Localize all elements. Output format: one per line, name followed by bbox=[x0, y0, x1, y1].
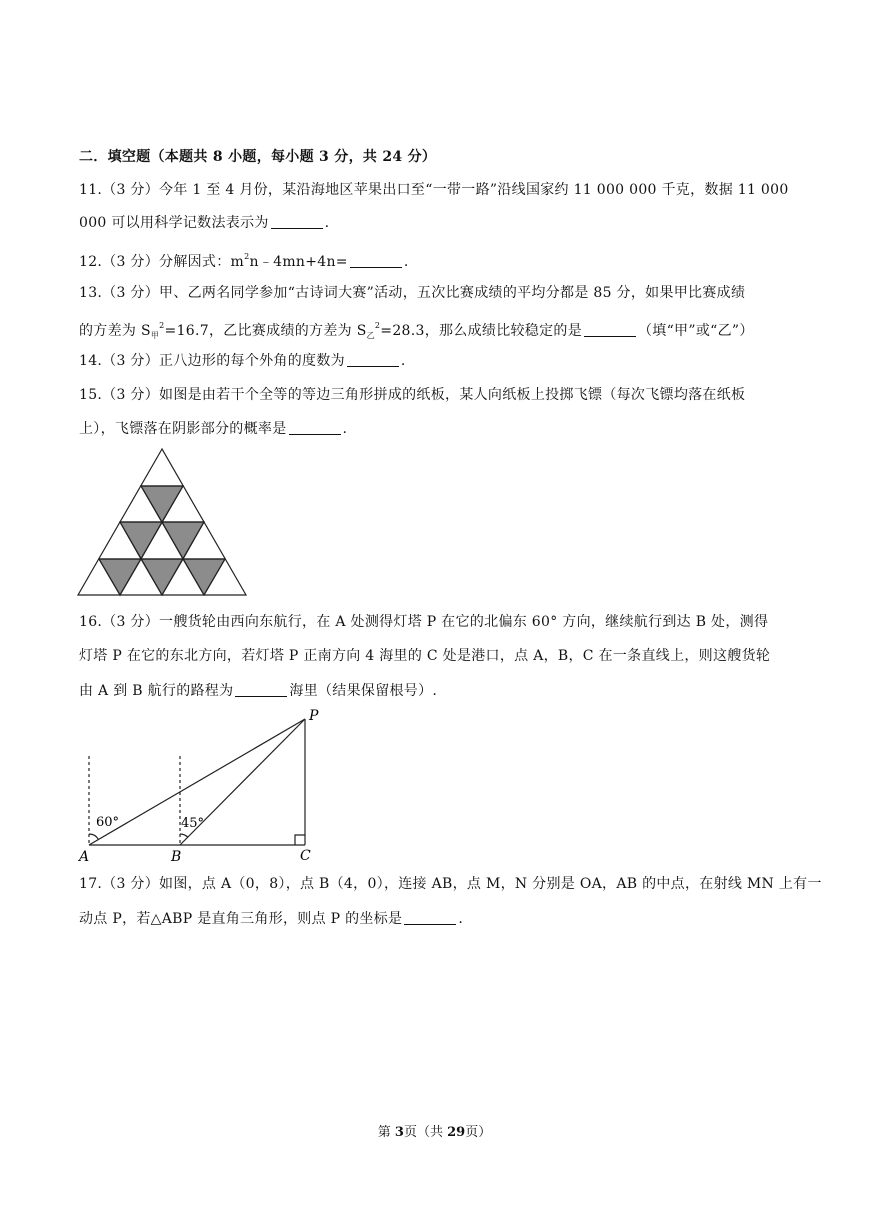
footer-suffix: 页） bbox=[465, 1125, 492, 1140]
section-title: 二．填空题（本题共 8 小题，每小题 3 分，共 24 分） bbox=[79, 149, 437, 165]
angle-B-label: 45° bbox=[181, 816, 205, 831]
q15-line2 bbox=[79, 419, 347, 439]
footer-prefix: 第 bbox=[377, 1125, 395, 1140]
q13-line2 bbox=[79, 316, 754, 346]
q12-sup: 2 bbox=[244, 252, 250, 261]
shaded-triangle bbox=[162, 522, 204, 559]
q15-triangle-figure bbox=[76, 446, 252, 602]
q16-line3 bbox=[79, 681, 437, 701]
q11-period: . bbox=[324, 215, 330, 231]
q12-period: . bbox=[403, 254, 409, 270]
footer-mid: 页（共 bbox=[403, 1125, 448, 1140]
q13-sub-jia: 甲 bbox=[150, 331, 160, 340]
angle-A-label: 60° bbox=[96, 815, 120, 830]
q15-text: 上），飞镖落在阴影部分的概率是 bbox=[79, 421, 287, 437]
q15-period: . bbox=[342, 421, 348, 437]
q17-period: . bbox=[458, 911, 464, 927]
shaded-triangle bbox=[141, 559, 183, 595]
point-A-label: A bbox=[79, 849, 90, 865]
q11-line2 bbox=[79, 213, 329, 233]
q13-part-d: （填“甲”或“乙”） bbox=[638, 323, 754, 339]
q13-sup-1: 2 bbox=[159, 321, 165, 330]
right-angle-mark bbox=[295, 835, 305, 845]
angle-arc-A bbox=[89, 834, 99, 840]
q14-text: 14.（3 分）正八边形的每个外角的度数为 bbox=[79, 353, 345, 369]
q16-navigation-figure bbox=[74, 706, 334, 866]
q11-text: 000 可以用科学记数法表示为 bbox=[79, 215, 269, 231]
point-B-label: B bbox=[171, 849, 182, 865]
shaded-triangle bbox=[120, 522, 162, 559]
footer-total-pages: 29 bbox=[447, 1125, 466, 1140]
q17-text: 动点 P，若△ABP 是直角三角形，则点 P 的坐标是 bbox=[79, 911, 403, 927]
q14-period: . bbox=[400, 353, 406, 369]
q13-line1: 13.（3 分）甲、乙两名同学参加“古诗词大赛”活动，五次比赛成绩的平均分都是 85 分，如果甲比赛成绩 bbox=[79, 285, 746, 301]
q17-line1: 17.（3 分）如图，点 A（0，8），点 B（4，0），连接 AB，点 M，N 分别是 OA，AB 的中点，在射线 MN 上有一 bbox=[79, 876, 822, 892]
q17-answer-blank[interactable] bbox=[404, 910, 456, 925]
shaded-triangle bbox=[183, 559, 225, 595]
q16-answer-blank[interactable] bbox=[235, 682, 287, 697]
point-P-label: P bbox=[309, 708, 319, 724]
q16-text: 由 A 到 B 航行的路程为 bbox=[79, 683, 234, 699]
q12-mid: n﹣4mn+4n= bbox=[249, 254, 348, 270]
point-C-label: C bbox=[300, 848, 311, 864]
q13-answer-blank[interactable] bbox=[584, 322, 636, 337]
q13-part-a: 的方差为 S bbox=[79, 323, 151, 339]
q16-line2: 灯塔 P 在它的东北方向，若灯塔 P 正南方向 4 海里的 C 处是港口，点 A，B，C 在一条直线上，则这艘货轮 bbox=[79, 648, 771, 664]
angle-arc-B bbox=[180, 834, 188, 837]
q13-sup-2: 2 bbox=[374, 321, 381, 330]
q14-line bbox=[79, 351, 406, 371]
page-footer bbox=[0, 1121, 869, 1140]
q16-tail: 海里（结果保留根号）. bbox=[289, 683, 438, 699]
q12-answer-blank[interactable] bbox=[350, 253, 402, 268]
q12-prefix: 12.（3 分）分解因式：m bbox=[79, 254, 245, 270]
q14-answer-blank[interactable] bbox=[347, 352, 399, 367]
q15-line1: 15.（3 分）如图是由若干个全等的等边三角形拼成的纸板，某人向纸板上投掷飞镖（每次飞镖均落在纸板 bbox=[79, 387, 746, 403]
q13-part-b: =16.7，乙比赛成绩的方差为 S bbox=[164, 323, 367, 339]
footer-page-number: 3 bbox=[394, 1125, 404, 1140]
q17-line2 bbox=[79, 909, 463, 929]
q11-line1: 11.（3 分）今年 1 至 4 月份，某沿海地区苹果出口至“一带一路”沿线国家约 11 000 000 千克，数据 11 000 bbox=[79, 182, 789, 198]
q11-answer-blank[interactable] bbox=[271, 214, 323, 229]
shaded-triangle bbox=[141, 486, 183, 522]
q15-answer-blank[interactable] bbox=[289, 420, 341, 435]
q12-line bbox=[79, 247, 409, 272]
q13-sub-yi: 乙 bbox=[366, 331, 375, 340]
q13-part-c: =28.3，那么成绩比较稳定的是 bbox=[380, 323, 582, 339]
shaded-triangle bbox=[99, 559, 141, 595]
q16-line1: 16.（3 分）一艘货轮由西向东航行，在 A 处测得灯塔 P 在它的北偏东 60° 方向，继续航行到达 B 处，测得 bbox=[79, 614, 769, 630]
